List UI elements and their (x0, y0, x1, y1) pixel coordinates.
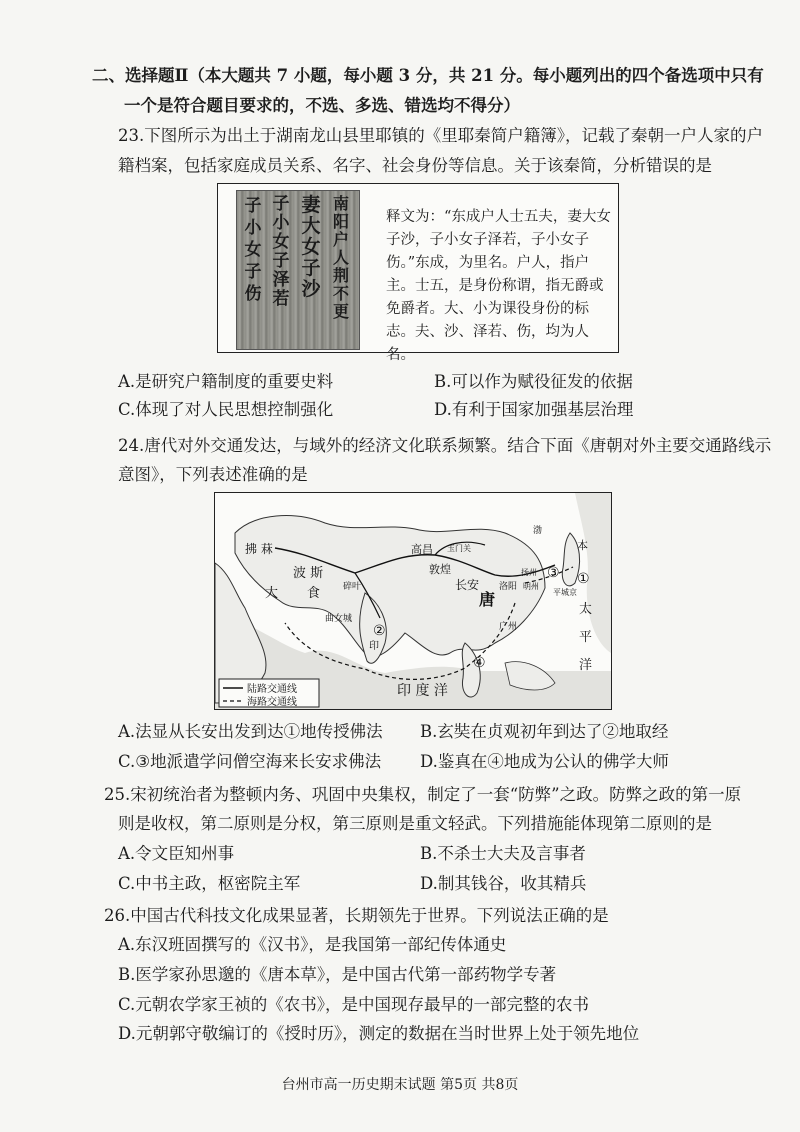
q23-option-c: C.体现了对人民思想控制强化 (118, 400, 334, 419)
slip-column-1: 南阳户人荆不更 (332, 194, 349, 321)
map-label-luoyang: 洛阳 (499, 582, 518, 592)
map-marker-4: ④ (473, 655, 486, 671)
section-title-line1: 二、选择题Ⅱ（本大题共 7 小题，每小题 3 分，共 21 分。每小题列出的四个备选项中只有 (92, 66, 764, 85)
qin-slip-figure (217, 183, 619, 363)
map-svg (215, 493, 611, 709)
slip-column-2: 妻大女子沙 (301, 194, 321, 300)
page-footer: 台州市高一历史期末试题 第5页 共8页 (281, 1077, 519, 1093)
map-marker-3: ③ (547, 565, 560, 581)
slip-explanation: 释文为：“东成户人士五夫，妻大女子沙，子小女子泽若，子小女子伤。”东成，为里名。户人，指户主。士五，是身份称谓，指无爵或免爵者。大、小为课役身份的标志。夫、沙、泽若、伤，均为人名。 (386, 209, 611, 363)
q23-option-b: B.可以作为赋役征发的依据 (434, 372, 633, 391)
q24-stem-line1: 24.唐代对外交通发达，与域外的经济文化联系频繁。结合下面《唐朝对外主要交通路线示 (118, 436, 772, 455)
map-label-indian-ocean: 印 度 洋 (397, 683, 448, 699)
q24-stem-line2: 意图》，下列表述准确的是 (118, 465, 308, 484)
map-label-ben: 本 (577, 539, 588, 552)
slip-column-3: 子小女子泽若 (272, 194, 290, 309)
q26-option-b: B.医学家孙思邈的《唐本草》，是中国古代第一部药物学专著 (118, 965, 557, 984)
map-label-tai: 太 (579, 602, 593, 617)
map-label-dashi-bottom: 食 (307, 586, 321, 601)
map-marker-2: ② (373, 623, 386, 639)
q23-stem-line1: 23.下图所示为出土于湖南龙山县里耶镇的《里耶秦简户籍簿》，记载了秦朝一户人家的户 (118, 126, 763, 145)
q23-option-a: A.是研究户籍制度的重要史料 (118, 372, 334, 391)
q25-stem-line1: 25.宋初统治者为整顿内务、巩固中央集权，制定了一套“防弊”之政。防弊之政的第一原 (104, 785, 742, 804)
q23-option-d: D.有利于国家加强基层治理 (434, 400, 634, 419)
map-label-ping: 平 (579, 630, 593, 645)
q25-option-d: D.制其钱谷，收其精兵 (420, 874, 587, 893)
qin-slip-photo (236, 190, 360, 350)
map-label-yumenguan: 玉门关 (447, 544, 471, 553)
map-label-guangzhou: 广州 (499, 622, 518, 632)
map-label-yang: 洋 (579, 658, 593, 673)
map-label-bohai: 渤 (533, 526, 543, 536)
map-label-suiye: 碎叶 (343, 582, 362, 592)
q23-stem-line2: 籍档案，包括家庭成员关系、名字、社会身份等信息。关于该秦简，分析错误的是 (118, 156, 712, 175)
q24-option-d: D.鉴真在④地成为公认的佛学大师 (420, 752, 669, 771)
q26-option-a: A.东汉班固撰写的《汉书》，是我国第一部纪传体通史 (118, 935, 507, 954)
map-label-changan: 长安 (455, 578, 480, 592)
slip-column-4: 子小女子伤 (244, 196, 262, 304)
map-label-dunhuang: 敦煌 (429, 563, 451, 576)
map-label-mingzhou: 明州 (523, 582, 539, 591)
q26-option-c: C.元朝农学家王祯的《农书》，是中国现存最早的一部完整的农书 (118, 995, 590, 1014)
map-label-tang: 唐 (479, 590, 496, 609)
q25-option-c: C.中书主政，枢密院主军 (118, 874, 301, 893)
q26-option-d: D.元朝郭守敬编订的《授时历》，测定的数据在当时世界上处于领先地位 (118, 1024, 640, 1043)
tang-routes-map (214, 492, 612, 710)
section-title-line2: 一个是符合题目要求的，不选、多选、错选均不得分） (124, 96, 520, 115)
q25-option-a: A.令文臣知州事 (118, 844, 235, 863)
q24-option-c: C.③地派遣学问僧空海来长安求佛法 (118, 752, 382, 771)
map-label-pingjing: 平城京 (553, 588, 577, 597)
map-marker-1: ① (577, 571, 590, 587)
q25-stem-line2: 则是收权，第二原则是分权，第三原则是重文轻武。下列措施能体现第二原则的是 (118, 814, 712, 833)
map-label-bosi: 波 斯 (293, 566, 324, 581)
legend-sea-label: 海路交通线 (247, 697, 297, 708)
map-label-quniucheng: 曲女城 (325, 614, 353, 624)
legend-land-label: 陆路交通线 (247, 684, 297, 695)
q25-option-b: B.不杀士大夫及言事者 (420, 844, 586, 863)
map-label-dashi-top: 大 (265, 586, 279, 601)
map-label-yangzhou: 扬州 (521, 568, 537, 577)
map-label-fulin: 拂 菻 (245, 542, 273, 556)
map-label-yindu: 印 (369, 641, 379, 652)
q24-option-b: B.玄奘在贞观初年到达了②地取经 (420, 722, 669, 741)
map-label-gaochang: 高昌 (411, 543, 433, 556)
q24-option-a: A.法显从长安出发到达①地传授佛法 (118, 722, 383, 741)
q26-stem: 26.中国古代科技文化成果显著，长期领先于世界。下列说法正确的是 (104, 906, 609, 925)
